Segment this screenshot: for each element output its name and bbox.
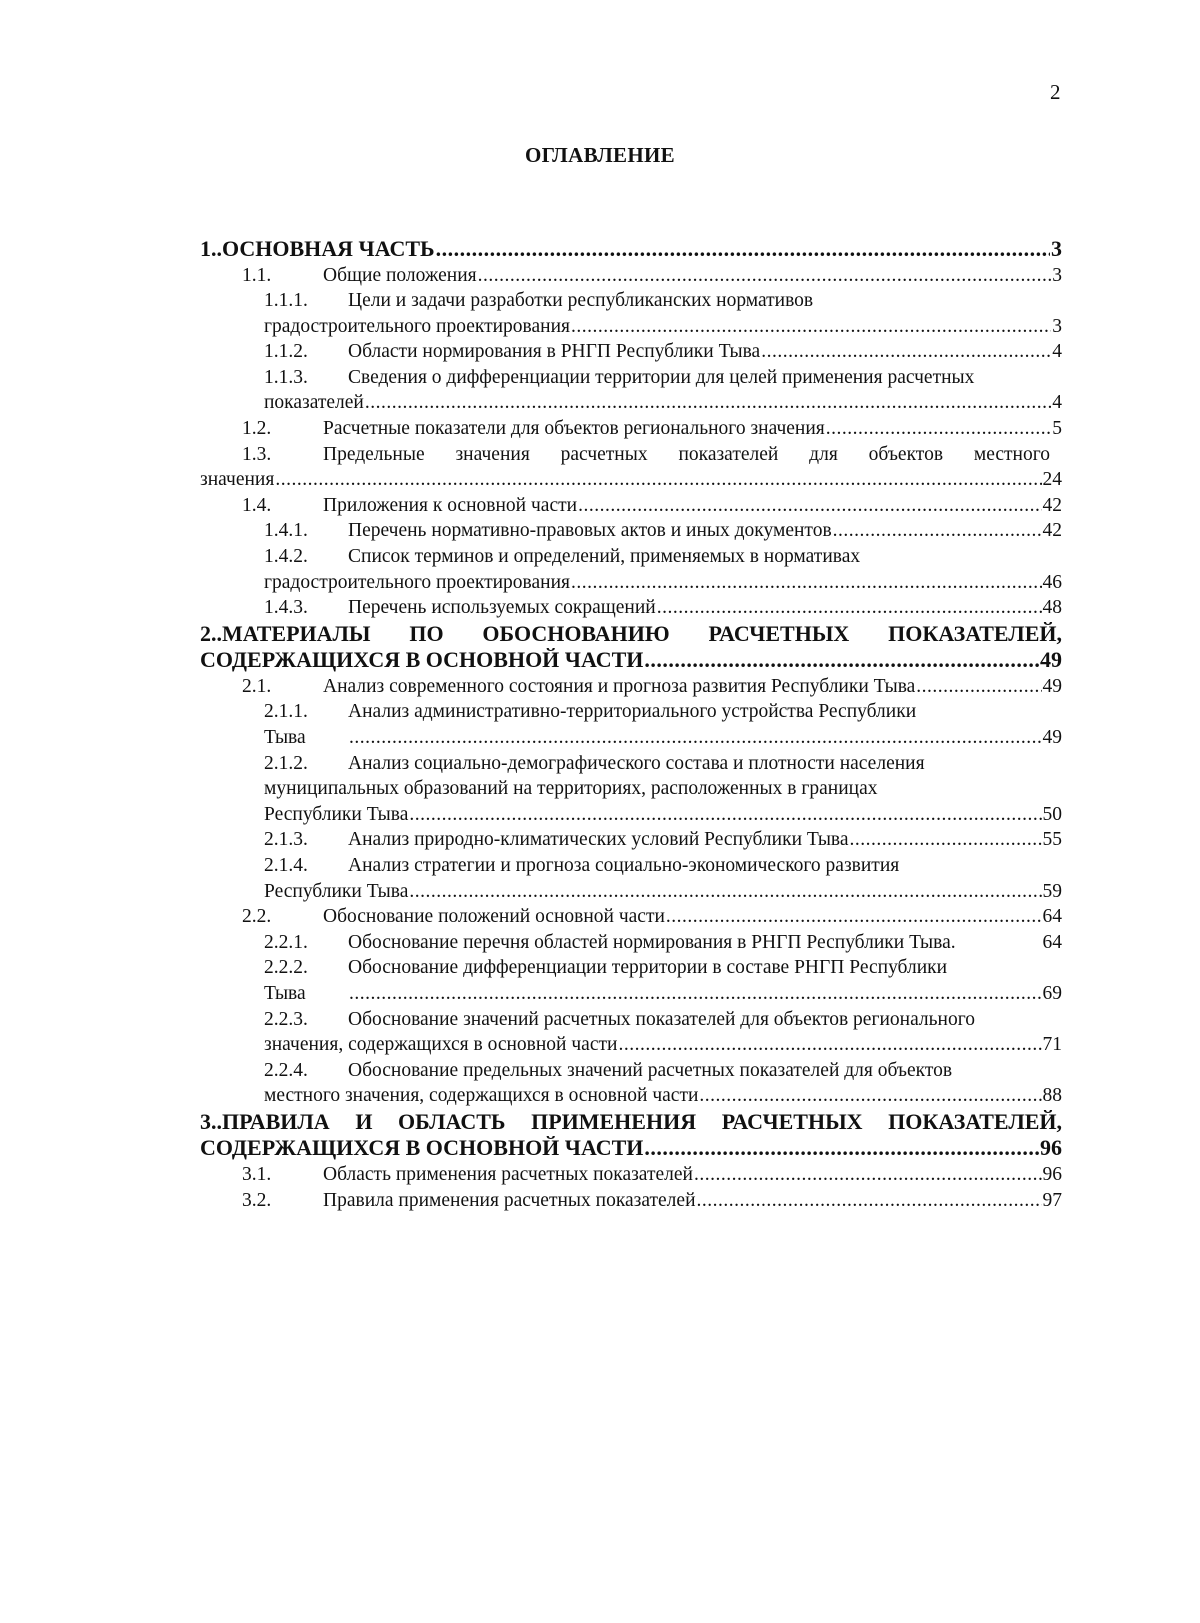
toc-entry[interactable] xyxy=(200,751,1062,828)
toc-entry[interactable] xyxy=(200,674,1062,700)
toc-label: Расчетные показатели для объектов регионального значения xyxy=(323,418,825,440)
toc-label: Анализ административно-территориального устройства Республики xyxy=(348,701,917,723)
page-title: ОГЛАВЛЕНИЕ xyxy=(525,143,675,167)
toc-number: 1.4.2. xyxy=(264,546,308,568)
toc-label-continued: градостроительного проектирования xyxy=(264,315,570,337)
toc-page: 96 xyxy=(1042,1163,1062,1185)
leader-dots xyxy=(571,570,1042,596)
toc-page: 42 xyxy=(1042,494,1062,516)
table-of-contents xyxy=(200,236,1062,1213)
toc-page: 69 xyxy=(1042,982,1062,1004)
toc-number: 2.1.4. xyxy=(264,854,308,876)
toc-entry[interactable] xyxy=(200,288,1062,339)
leader-dots xyxy=(436,236,1050,263)
toc-label: Правила применения расчетных показателей xyxy=(323,1189,696,1211)
toc-label-continued: значения xyxy=(200,469,275,491)
toc-number: 1.4.3. xyxy=(264,597,308,619)
toc-label: Предельные значения расчетных показателей для объектов местного xyxy=(323,443,1050,465)
leader-dots xyxy=(409,802,1041,828)
toc-entry[interactable] xyxy=(200,365,1062,416)
leader-dots xyxy=(478,263,1052,289)
toc-number: 1.1.2. xyxy=(264,341,308,363)
leader-dots xyxy=(697,1188,1042,1214)
toc-page: 71 xyxy=(1042,1034,1062,1056)
leader-dots xyxy=(578,493,1041,519)
toc-label-continued: СОДЕРЖАЩИХСЯ В ОСНОВНОЙ ЧАСТИ xyxy=(200,647,644,673)
leader-dots xyxy=(761,339,1051,365)
toc-label: Анализ природно-климатических условий Республики Тыва xyxy=(348,829,849,851)
toc-entry[interactable] xyxy=(200,955,1062,1006)
toc-number: 2.2.3. xyxy=(264,1008,308,1030)
toc-label-continued: местного значения, содержащихся в основной части xyxy=(264,1085,699,1107)
toc-page: 46 xyxy=(1042,571,1062,593)
toc-label-continued: Тыва xyxy=(264,727,306,748)
toc-number: 1.4.1. xyxy=(264,520,308,542)
toc-label: Сведения о дифференциации территории для целей применения расчетных xyxy=(348,366,975,388)
toc-number: 3. xyxy=(200,1108,217,1134)
toc-number: 1.3. xyxy=(242,443,272,465)
toc-entry[interactable] xyxy=(200,493,1062,519)
toc-number: 1.1. xyxy=(242,264,272,286)
leader-dots xyxy=(618,1032,1041,1058)
toc-label: .ПРАВИЛА И ОБЛАСТЬ ПРИМЕНЕНИЯ РАСЧЕТНЫХ ПОКАЗАТЕЛЕЙ, xyxy=(216,1108,1062,1134)
toc-entry[interactable] xyxy=(200,595,1062,621)
toc-entry[interactable] xyxy=(200,1109,1062,1162)
toc-page: 3 xyxy=(1052,315,1062,337)
leader-dots xyxy=(850,827,1042,853)
leader-dots xyxy=(349,981,1042,1007)
toc-label-continued: СОДЕРЖАЩИХСЯ В ОСНОВНОЙ ЧАСТИ xyxy=(200,1135,644,1161)
toc-label: Приложения к основной части xyxy=(323,494,578,516)
toc-entry[interactable] xyxy=(200,263,1062,289)
toc-label: Перечень используемых сокращений xyxy=(348,597,656,619)
toc-page: 4 xyxy=(1052,392,1062,414)
toc-label: .МАТЕРИАЛЫ ПО ОБОСНОВАНИЮ РАСЧЕТНЫХ ПОКАЗАТЕЛЕЙ, xyxy=(216,620,1062,646)
toc-entry[interactable] xyxy=(200,544,1062,595)
leader-dots xyxy=(699,1083,1041,1109)
toc-page: 49 xyxy=(1040,647,1062,673)
toc-page: 55 xyxy=(1042,829,1062,851)
toc-entry[interactable] xyxy=(200,236,1062,263)
toc-label-continued: значения, содержащихся в основной части xyxy=(264,1034,618,1056)
toc-page: 50 xyxy=(1042,803,1062,825)
leader-dots xyxy=(644,647,1039,674)
toc-number: 1.4. xyxy=(242,494,272,516)
toc-label: .ОСНОВНАЯ ЧАСТЬ xyxy=(216,236,435,261)
page-number: 2 xyxy=(1050,80,1061,104)
toc-number: 1.1.3. xyxy=(264,366,308,388)
toc-entry[interactable] xyxy=(200,699,1062,750)
toc-label: Обоснование положений основной части xyxy=(323,906,665,928)
leader-dots xyxy=(349,725,1042,751)
leader-dots xyxy=(365,390,1051,416)
leader-dots xyxy=(833,518,1042,544)
toc-page: 88 xyxy=(1042,1085,1062,1107)
toc-label: Анализ современного состояния и прогноза развития Республики Тыва xyxy=(323,675,916,697)
toc-label: Область применения расчетных показателей xyxy=(323,1163,693,1185)
toc-entry[interactable] xyxy=(200,853,1062,904)
toc-page: 64 xyxy=(1042,906,1062,928)
toc-label: Обоснование предельных значений расчетных показателей для объектов xyxy=(348,1059,953,1081)
toc-entry[interactable] xyxy=(200,442,1062,493)
toc-label: Перечень нормативно-правовых актов и иных документов xyxy=(348,520,832,542)
toc-label-continued: муниципальных образований на территориях, расположенных в границах xyxy=(264,778,878,800)
toc-page: 49 xyxy=(1042,675,1062,697)
toc-page: 96 xyxy=(1040,1135,1062,1161)
leader-dots xyxy=(571,314,1051,340)
toc-label: Области нормирования в РНГП Республики Тыва xyxy=(348,341,761,363)
toc-label: Цели и задачи разработки республиканских нормативов xyxy=(348,290,814,312)
toc-label-continued: Тыва xyxy=(264,982,306,1004)
toc-number: 2.2. xyxy=(242,906,272,928)
toc-number: 2.1.1. xyxy=(264,701,308,723)
leader-dots xyxy=(409,879,1041,905)
toc-label-continued: показателей xyxy=(264,392,364,414)
toc-number: 2.1. xyxy=(242,675,272,697)
toc-page: 64 xyxy=(1042,931,1062,953)
toc-number: 3.1. xyxy=(242,1163,272,1185)
toc-entry[interactable] xyxy=(200,1058,1062,1109)
leader-dots xyxy=(694,1162,1042,1188)
toc-label-continued: Республики Тыва xyxy=(264,803,409,825)
toc-entry[interactable] xyxy=(200,518,1062,544)
toc-page: 48 xyxy=(1042,597,1062,619)
toc-number: 1.1.1. xyxy=(264,290,308,312)
toc-number: 2.2.2. xyxy=(264,957,308,979)
toc-page: 4 xyxy=(1052,341,1062,363)
toc-label: Обоснование перечня областей нормирования в РНГП Республики Тыва. xyxy=(348,931,956,953)
leader-dots xyxy=(275,467,1041,493)
toc-page: 3 xyxy=(1052,264,1062,286)
toc-number: 1.2. xyxy=(242,418,272,440)
leader-dots xyxy=(826,416,1051,442)
leader-dots xyxy=(657,595,1042,621)
leader-dots xyxy=(644,1135,1039,1162)
toc-entry[interactable] xyxy=(200,1007,1062,1058)
toc-label: Обоснование дифференциации территории в составе РНГП Республики xyxy=(348,957,948,979)
toc-entry[interactable] xyxy=(200,904,1062,930)
toc-entry[interactable] xyxy=(200,339,1062,365)
toc-number: 2.2.4. xyxy=(264,1059,308,1081)
toc-number: 3.2. xyxy=(242,1189,272,1211)
toc-page: 5 xyxy=(1052,418,1062,440)
toc-label: Анализ социально-демографического состава и плотности населения xyxy=(348,752,925,774)
toc-number: 2.1.2. xyxy=(264,752,308,774)
toc-number: 2. xyxy=(200,620,217,646)
toc-entry[interactable] xyxy=(200,827,1062,853)
toc-entry[interactable] xyxy=(200,1162,1062,1188)
toc-number: 2.1.3. xyxy=(264,829,308,851)
leader-dots xyxy=(916,674,1041,700)
toc-label: Обоснование значений расчетных показателей для объектов регионального xyxy=(348,1008,975,1030)
toc-page: 59 xyxy=(1042,880,1062,902)
toc-page: 24 xyxy=(1042,469,1062,491)
toc-number: 1. xyxy=(200,236,217,261)
toc-entry[interactable] xyxy=(200,621,1062,674)
toc-number: 2.2.1. xyxy=(264,931,308,953)
toc-entry[interactable] xyxy=(200,930,1062,956)
toc-label-continued: градостроительного проектирования xyxy=(264,571,570,593)
toc-label: Анализ стратегии и прогноза социально-экономического развития xyxy=(348,854,900,876)
toc-label: Общие положения xyxy=(323,264,477,286)
toc-entry[interactable] xyxy=(200,416,1062,442)
toc-page: 3 xyxy=(1051,236,1062,261)
toc-page: 97 xyxy=(1042,1189,1062,1211)
toc-label: Список терминов и определений, применяемых в нормативах xyxy=(348,546,861,568)
toc-page: 42 xyxy=(1042,520,1062,542)
toc-label-continued: Республики Тыва xyxy=(264,880,409,902)
leader-dots xyxy=(666,904,1042,930)
toc-entry[interactable] xyxy=(200,1188,1062,1214)
toc-page: 49 xyxy=(1042,727,1062,748)
